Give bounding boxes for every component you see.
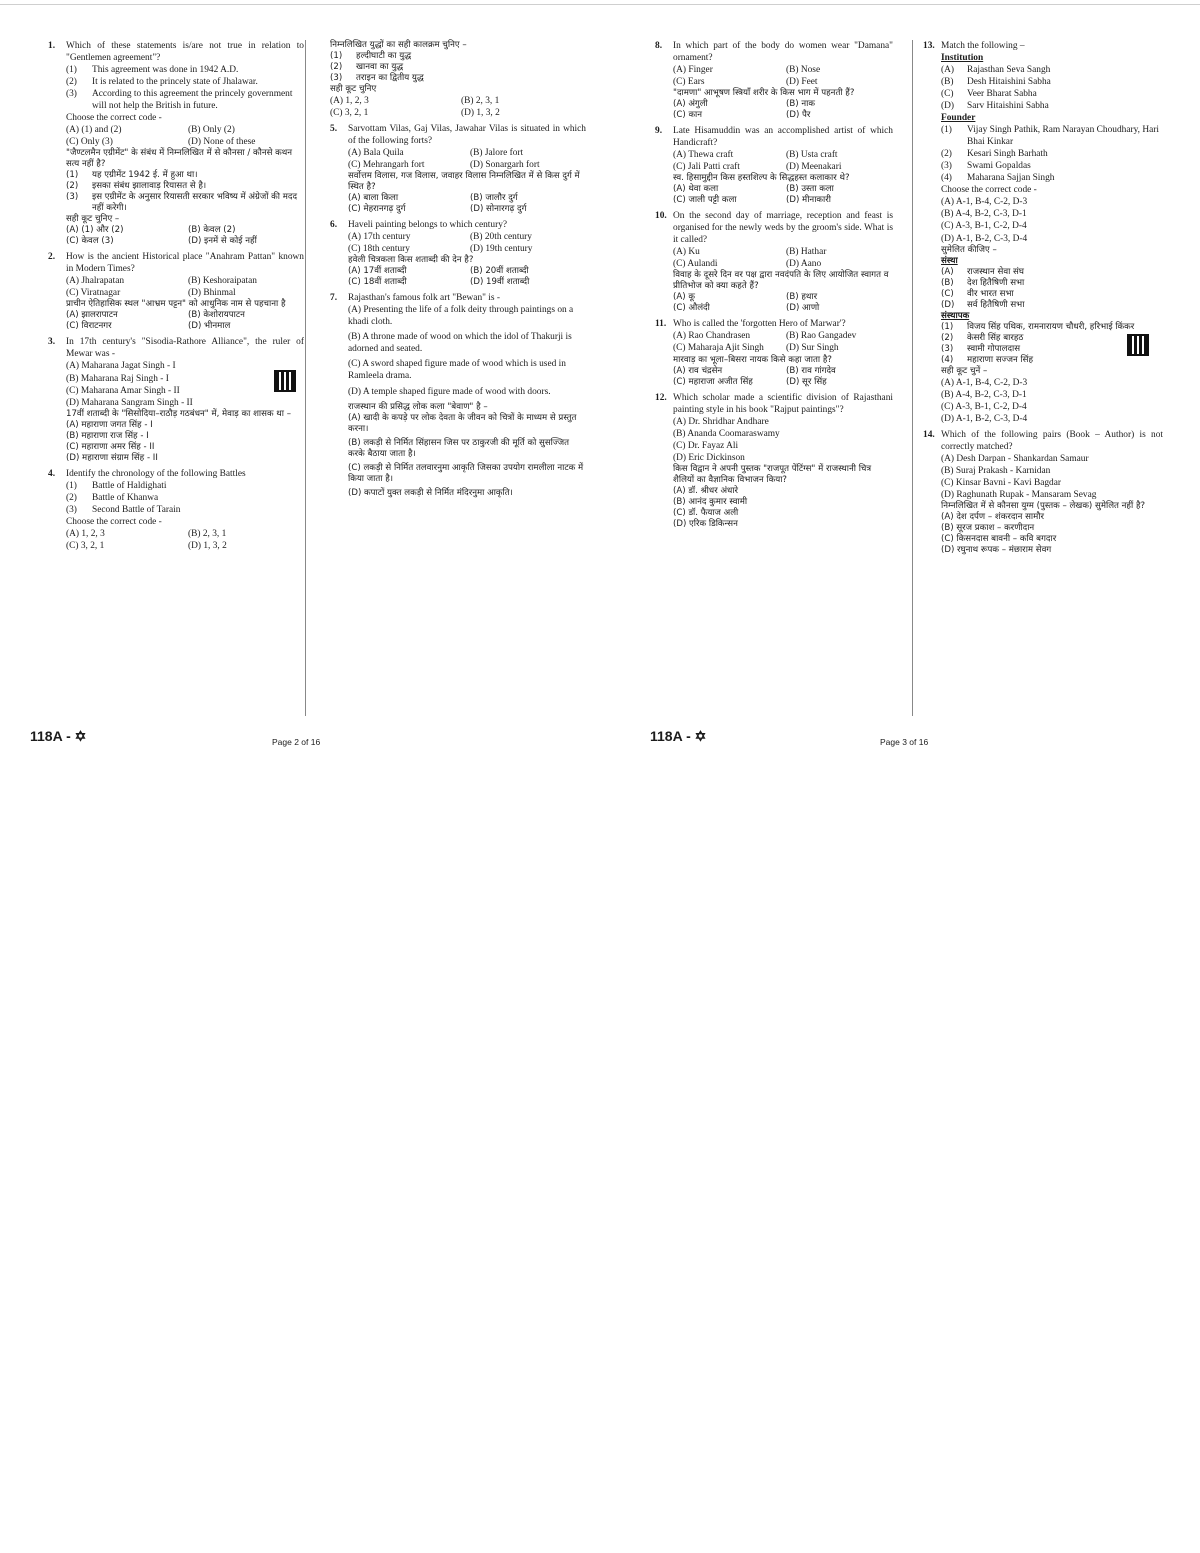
question-14	[923, 429, 1163, 556]
option: (C) Maharaja Ajit Singh	[673, 343, 764, 354]
choose-code-hindi: सही कूट चुनिए –	[66, 214, 120, 225]
option: (D) 1, 3, 2	[461, 108, 500, 119]
statement-hindi: (2) खानवा का युद्ध	[330, 62, 404, 72]
option: (A) थेवा कला	[673, 184, 719, 195]
option: (B) सूरज प्रकाश – करणीदान	[941, 522, 1035, 533]
option: (D) Meenakari	[786, 162, 842, 173]
option: (B) A-4, B-2, C-3, D-1	[941, 389, 1027, 400]
option: (B) 2, 3, 1	[461, 96, 500, 106]
option: (A) Jhalrapatan	[66, 276, 125, 287]
question-text-hindi: सुमेलित कीजिए –	[941, 244, 997, 255]
question-text: In which part of the body do women wear "Damana" ornament?	[673, 41, 893, 64]
options-hindi	[941, 377, 1163, 425]
option: (A) झालरापाटन	[66, 310, 118, 321]
question-4-hindi	[330, 40, 586, 119]
question-text-hindi: निम्नलिखित में से कौनसा युग्म (पुस्तक – लेखक) सुमेलित नहीं है?	[941, 500, 1146, 511]
option: (D) पैर	[786, 110, 811, 121]
list-item: (C) Veer Bharat Sabha	[941, 89, 1037, 100]
option: (A) (1) and (2)	[66, 125, 122, 136]
statement: (2) It is related to the princely state of Jhalawar.	[66, 77, 258, 88]
option: (B) Jalore fort	[470, 148, 524, 159]
option: (C) Viratnagar	[66, 288, 121, 299]
options	[673, 149, 893, 173]
option: (B) Keshoraipatan	[188, 276, 257, 287]
option: (D) 19th century	[470, 244, 533, 255]
footer-page-right	[880, 732, 928, 750]
option: (D) महाराणा संग्राम सिंह - II	[66, 452, 158, 463]
option: (B) केशोरायपाटन	[188, 310, 245, 321]
option: (B) Suraj Prakash - Karnidan	[941, 465, 1051, 476]
option: (B) A throne made of wood on which the idol of Thakurji is adorned and seated.	[348, 332, 572, 355]
option: (C) 3, 2, 1	[66, 540, 105, 551]
options	[348, 304, 586, 397]
statement-hindi: (3) इस एग्रीमेंट के अनुसार रियासती सरकार भविष्य में अंग्रेजों की मदद नहीं करेगी।	[66, 192, 298, 214]
options	[348, 147, 586, 171]
list-heading-hindi: संस्था	[941, 255, 958, 266]
options-hindi	[673, 184, 893, 206]
option: (C) 18वीं शताब्दी	[348, 277, 407, 288]
question-text: Which scholar made a scientific division of Rajasthani painting style in his book "Rajput paintings"?	[673, 392, 893, 415]
options	[673, 330, 893, 354]
question-9	[655, 125, 893, 206]
statement: (2) Battle of Khanwa	[66, 492, 159, 503]
option: (B) Hathar	[786, 247, 827, 258]
option: (C) लकड़ी से निर्मित तलवारनुमा आकृति जिसका उपयोग रामलीला नाटक में किया जाता है।	[348, 462, 584, 484]
list-item: (2) Kesari Singh Barhath	[941, 149, 1048, 160]
list-item: (A) Rajasthan Seva Sangh	[941, 65, 1051, 76]
question-text-hindi: मारवाड़ का भूला–बिसरा नायक किसे कहा जाता है?	[673, 354, 832, 365]
option: (B) केवल (2)	[188, 225, 236, 236]
option: (D) आणो	[786, 303, 820, 314]
option: (D) 1, 3, 2	[188, 540, 227, 551]
option: (D) Sonargarh fort	[470, 160, 540, 171]
option: (C) महाराणा अमर सिंह - II	[66, 441, 155, 452]
qr-code-icon	[1127, 334, 1149, 356]
option: (C) डॉ. फैयाज अली	[673, 507, 739, 518]
option: (D) Bhinmal	[188, 288, 236, 299]
option: (B) Usta craft	[786, 150, 838, 161]
paper-code: 118A - ✡	[30, 728, 87, 744]
question-text: Sarvottam Vilas, Gaj Vilas, Jawahar Vilas is situated in which of the following forts?	[348, 124, 586, 147]
question-number: 8.	[655, 41, 663, 51]
question-number: 9.	[655, 126, 663, 137]
question-13	[923, 40, 1163, 425]
scan-edge-line	[0, 4, 1200, 5]
page-2	[48, 40, 588, 708]
option: (D) Aano	[786, 259, 822, 270]
question-number: 4.	[48, 468, 56, 479]
option: (A) Bala Quila	[348, 148, 404, 159]
option: (B) Ananda Coomaraswamy	[673, 428, 780, 439]
question-text-hindi: विवाह के दूसरे दिन वर पक्ष द्वारा नवदंपति के लिए आयोजित स्वागत व प्रीतिभोज को क्या कहते हैं?	[673, 270, 889, 292]
question-text-hindi: हवेली चित्रकला किस शताब्दी की देन है?	[348, 255, 474, 266]
question-1	[48, 40, 304, 247]
option: (C) औलंदी	[673, 303, 710, 314]
question-text: How is the ancient Historical place "Anahram Pattan" known in Modern Times?	[66, 252, 304, 275]
choose-code: Choose the correct code -	[66, 113, 162, 124]
question-number: 1.	[48, 41, 56, 51]
option: (B) जालौर दुर्ग	[470, 193, 518, 204]
option: (B) Nose	[786, 65, 821, 76]
option: (D) सूर सिंह	[786, 376, 827, 387]
question-text-hindi: सर्वोत्तम विलास, गज विलास, जवाहर विलास निम्नलिखित में से किस दुर्ग में स्थित है?	[348, 171, 580, 193]
question-text-hindi: निम्नलिखित युद्धों का सही कालक्रम चुनिए –	[330, 40, 467, 50]
question-text-hindi: "जैण्टलमैन एग्रीमेंट" के संबंध में निम्नलिखित में से कौनसा / कौनसे कथन सत्य नहीं है?	[66, 148, 293, 170]
option: (C) Only (3)	[66, 137, 113, 148]
option: (D) Eric Dickinson	[673, 452, 745, 463]
option: (C) किसनदास बावनी – कवि बगदार	[941, 533, 1057, 544]
question-text: On the second day of marriage, reception and feast is organised for the newly weds by the groom's side. What is it called?	[673, 211, 893, 246]
list-item-hindi: (3) स्वामी गोपालदास	[941, 343, 1021, 354]
list-heading-hindi: संस्थापक	[941, 310, 970, 321]
option: (B) राव गांगदेव	[786, 365, 836, 376]
question-text: Which of the following pairs (Book – Author) is not correctly matched?	[941, 429, 1163, 452]
option: (A) 1, 2, 3	[66, 528, 105, 539]
list-item-hindi: (B) देश हितैषिणी सभा	[941, 277, 1025, 288]
option: (A) A-1, B-4, C-2, D-3	[941, 197, 1028, 208]
option: (D) Raghunath Rupak - Mansaram Sevag	[941, 489, 1097, 500]
statement-hindi: (2) इसका संबंध झालावाड़ रियासत से है।	[66, 181, 207, 192]
list-item: (1) Vijay Singh Pathik, Ram Narayan Choudhary, Hari Bhai Kinkar	[941, 125, 1160, 148]
question-text: Who is called the 'forgotten Hero of Marwar'?	[673, 319, 846, 330]
list-heading: Institution	[941, 53, 984, 64]
option: (B) हथार	[786, 292, 818, 303]
option: (B) A-4, B-2, C-3, D-1	[941, 209, 1027, 220]
list-item-hindi: (4) महाराणा सज्जन सिंह	[941, 354, 1034, 365]
choose-code: Choose the correct code -	[941, 185, 1037, 196]
option: (C) Kinsar Bavni - Kavi Bagdar	[941, 477, 1062, 488]
question-3	[48, 336, 304, 463]
page-3	[655, 40, 1165, 708]
option: (C) महाराजा अजीत सिंह	[673, 376, 753, 387]
choose-code-hindi: सही कूट चुनिए	[330, 84, 377, 94]
option: (A) Ku	[673, 247, 700, 258]
options-hindi	[66, 420, 304, 464]
list-item: (B) Desh Hitaishini Sabha	[941, 77, 1051, 88]
option: (C) A-3, B-1, C-2, D-4	[941, 221, 1027, 232]
options	[673, 64, 893, 88]
option: (C) Dr. Fayaz Ali	[673, 440, 739, 451]
option: (B) Rao Gangadev	[786, 331, 857, 342]
question-number: 14.	[923, 429, 935, 440]
question-number: 7.	[330, 293, 338, 304]
option: (B) 20वीं शताब्दी	[470, 266, 529, 277]
options-hindi	[673, 292, 893, 314]
list-item-hindi: (D) सर्व हितैषिणी सभा	[941, 299, 1025, 310]
option: (A) राव चंद्रसेन	[673, 365, 723, 376]
question-number: 5.	[330, 124, 338, 135]
question-text-hindi: स्व. हिसामुद्दीन किस हस्तशिल्प के सिद्धहस्त कलाकार थे?	[673, 173, 850, 184]
options	[673, 246, 893, 270]
question-11	[655, 318, 893, 387]
question-text-hindi: राजस्थान की प्रसिद्ध लोक कला "बेवाण" है –	[348, 401, 488, 412]
option: (C) Maharana Amar Singh - II	[66, 385, 180, 396]
option: (B) उस्ता कला	[786, 184, 834, 195]
option: (D) None of these	[188, 137, 256, 148]
options	[941, 196, 1163, 244]
statement-hindi: (3) तराइन का द्वितीय युद्ध	[330, 73, 424, 83]
options-hindi	[348, 266, 586, 288]
question-text-hindi: "दामणा" आभूषण स्त्रियाँ शरीर के किस भाग में पहनती हैं?	[673, 88, 855, 99]
option: (D) A-1, B-2, C-3, D-4	[941, 413, 1028, 424]
page-2-left-column	[48, 40, 304, 556]
question-12	[655, 392, 893, 530]
option: (C) विराटनगर	[66, 321, 112, 332]
page-number: Page 3 of 16	[880, 737, 929, 747]
question-number: 12.	[655, 392, 667, 403]
option: (B) महाराणा राज सिंह - I	[66, 430, 149, 441]
option: (D) A temple shaped figure made of wood with doors.	[348, 386, 551, 397]
option: (B) 20th century	[470, 232, 532, 243]
option: (A) महाराणा जगत सिंह - I	[66, 419, 153, 430]
question-number: 13.	[923, 41, 935, 51]
question-text: In 17th century's "Sisodia-Rathore Alliance", the ruler of Mewar was -	[66, 337, 304, 360]
option: (C) A-3, B-1, C-2, D-4	[941, 401, 1027, 412]
question-text-hindi: प्राचीन ऐतिहासिक स्थल "आभ्रम पट्टन" को आधुनिक नाम से पहचाना है	[66, 299, 286, 310]
question-7	[330, 292, 586, 498]
question-text: Late Hisamuddin was an accomplished artist of which Handicraft?	[673, 126, 893, 149]
option: (D) भीनमाल	[188, 321, 231, 332]
question-text: Rajasthan's famous folk art "Bewan" is -	[348, 293, 501, 304]
options	[66, 124, 304, 148]
column-divider	[912, 40, 913, 716]
option: (B) आनंद कुमार स्वामी	[673, 496, 748, 507]
options-hindi	[673, 99, 893, 121]
question-number: 3.	[48, 337, 56, 348]
option: (D) Maharana Sangram Singh - II	[66, 397, 193, 408]
options-hindi	[330, 95, 586, 119]
option: (A) देश दर्पण – शंकरदान सामौर	[941, 511, 1045, 522]
option: (A) बाला किला	[348, 193, 399, 204]
question-text: Haveli painting belongs to which century?	[348, 220, 508, 231]
option: (A) 1, 2, 3	[330, 96, 369, 106]
option: (D) Feet	[786, 77, 818, 88]
option: (C) कान	[673, 110, 703, 121]
option: (D) सोनारगढ़ दुर्ग	[470, 204, 527, 215]
option: (B) Maharana Raj Singh - I	[66, 373, 169, 384]
option: (A) Presenting the life of a folk deity through paintings on a khadi cloth.	[348, 305, 574, 328]
page-3-left-column	[655, 40, 893, 534]
question-text: Identify the chronology of the following Battles	[66, 468, 246, 479]
paper-code: 118A - ✡	[650, 728, 707, 744]
footer-code-left	[30, 728, 86, 746]
list-item-hindi: (C) वीर भारत सभा	[941, 288, 1014, 299]
list-item-hindi: (2) केसरी सिंह बारहठ	[941, 332, 1024, 343]
question-10	[655, 210, 893, 314]
option: (A) A-1, B-4, C-2, D-3	[941, 377, 1028, 388]
list-heading: Founder	[941, 113, 976, 124]
question-5	[330, 123, 586, 215]
question-text: Which of these statements is/are not true in relation to "Gentlemen agreement"?	[66, 41, 304, 64]
option: (B) लकड़ी से निर्मित सिंहासन जिस पर ठाकुरजी की मूर्ति को सुसज्जित करके बैठाया जाता है।	[348, 437, 570, 459]
option: (C) Aulandi	[673, 259, 718, 270]
options-hindi	[673, 366, 893, 388]
option: (A) Finger	[673, 65, 713, 76]
question-8	[655, 40, 893, 121]
statement: (3) According to this agreement the princely government will not help the British in future.	[66, 89, 293, 112]
question-text: Match the following –	[941, 41, 1025, 51]
question-number: 11.	[655, 319, 667, 330]
options	[941, 453, 1163, 501]
options-hindi	[348, 413, 586, 499]
footer-page-left	[272, 732, 320, 750]
option: (A) Maharana Jagat Singh - I	[66, 361, 176, 372]
option: (D) 19वीं शताब्दी	[470, 277, 530, 288]
options	[348, 231, 586, 255]
page-number: Page 2 of 16	[272, 737, 321, 747]
option: (D) इनमें से कोई नहीं	[188, 236, 257, 247]
options-hindi	[673, 486, 893, 530]
option: (A) Desh Darpan - Shankardan Samaur	[941, 453, 1089, 464]
option: (D) रघुनाथ रूपक – मंछाराम सेवग	[941, 544, 1052, 555]
option: (D) मीनाकारी	[786, 195, 831, 206]
option: (A) Rao Chandrasen	[673, 331, 751, 342]
footer-code-right	[650, 728, 706, 746]
question-6	[330, 219, 586, 288]
question-text-hindi: 17वीं शताब्दी के "सिसोदिया–राठौड़ गठबंधन" में, मेवाड़ का शासक था –	[66, 408, 292, 419]
options-hindi	[66, 310, 304, 332]
option: (C) Jali Patti craft	[673, 162, 740, 173]
option: (A) डॉ. श्रीधर अंधारे	[673, 485, 739, 496]
option: (C) Mehrangarh fort	[348, 160, 425, 171]
option: (A) (1) और (2)	[66, 225, 124, 236]
option: (A) खादी के कपड़े पर लोक देवता के जीवन को चित्रों के माध्यम से प्रस्तुत करना।	[348, 412, 577, 434]
page-3-right-column	[923, 40, 1163, 560]
statement: (3) Second Battle of Tarain	[66, 504, 181, 515]
statement-hindi: (1) हल्दीघाटी का युद्ध	[330, 51, 412, 61]
option: (D) A-1, B-2, C-3, D-4	[941, 233, 1028, 244]
options	[66, 275, 304, 299]
option: (C) 18th century	[348, 244, 410, 255]
question-number: 6.	[330, 220, 338, 231]
option: (A) 17th century	[348, 232, 411, 243]
question-2	[48, 251, 304, 332]
option: (C) मेहरानगढ़ दुर्ग	[348, 204, 406, 215]
choose-code-hindi: सही कूट चुनें –	[941, 365, 988, 376]
option: (A) 17वीं शताब्दी	[348, 266, 407, 277]
option: (A) Thewa craft	[673, 150, 734, 161]
options-hindi	[941, 512, 1163, 556]
option: (C) जाली पट्टी कला	[673, 195, 737, 206]
question-number: 2.	[48, 252, 56, 263]
statement-hindi: (1) यह एग्रीमेंट 1942 ई. में हुआ था।	[66, 170, 198, 181]
qr-code-icon	[274, 370, 296, 392]
option: (A) कू	[673, 292, 695, 303]
list-item: (D) Sarv Hitaishini Sabha	[941, 101, 1049, 112]
list-item: (3) Swami Gopaldas	[941, 161, 1031, 172]
option: (A) अंगुली	[673, 99, 708, 110]
page-2-right-column	[330, 40, 586, 503]
question-number: 10.	[655, 211, 667, 222]
column-divider	[305, 40, 306, 716]
option: (C) A sword shaped figure made of wood which is used in Ramleela drama.	[348, 359, 566, 382]
option: (C) Ears	[673, 77, 705, 88]
option: (D) Sur Singh	[786, 343, 839, 354]
option: (B) नाक	[786, 99, 815, 110]
options-hindi	[348, 193, 586, 215]
option: (A) Dr. Shridhar Andhare	[673, 416, 769, 427]
option: (C) 3, 2, 1	[330, 108, 369, 119]
list-item: (4) Maharana Sajjan Singh	[941, 173, 1055, 184]
option: (C) केवल (3)	[66, 236, 114, 247]
question-text-hindi: किस विद्वान ने अपनी पुस्तक "राजपूत पेंटिंग्स" में राजस्थानी चित्र शैलियों का वैज्ञानिक विभाजन किया?	[673, 463, 872, 485]
option: (B) Only (2)	[188, 125, 235, 136]
option: (D) एरिक डिकिन्सन	[673, 518, 738, 529]
choose-code: Choose the correct code -	[66, 516, 162, 527]
list-item-hindi: (A) राजस्थान सेवा संघ	[941, 266, 1024, 277]
options	[673, 416, 893, 464]
options	[66, 528, 304, 552]
list-item-hindi: (1) विजय सिंह पथिक, रामनारायण चौधरी, हरिभाई किंकर	[941, 321, 1135, 332]
statement: (1) Battle of Haldighati	[66, 480, 167, 491]
options-hindi	[66, 225, 304, 247]
options	[66, 360, 304, 408]
statement: (1) This agreement was done in 1942 A.D.	[66, 65, 239, 76]
option: (D) कपाटों युक्त लकड़ी से निर्मित मंदिरनुमा आकृति।	[348, 487, 513, 498]
option: (B) 2, 3, 1	[188, 528, 227, 539]
question-4	[48, 468, 304, 552]
